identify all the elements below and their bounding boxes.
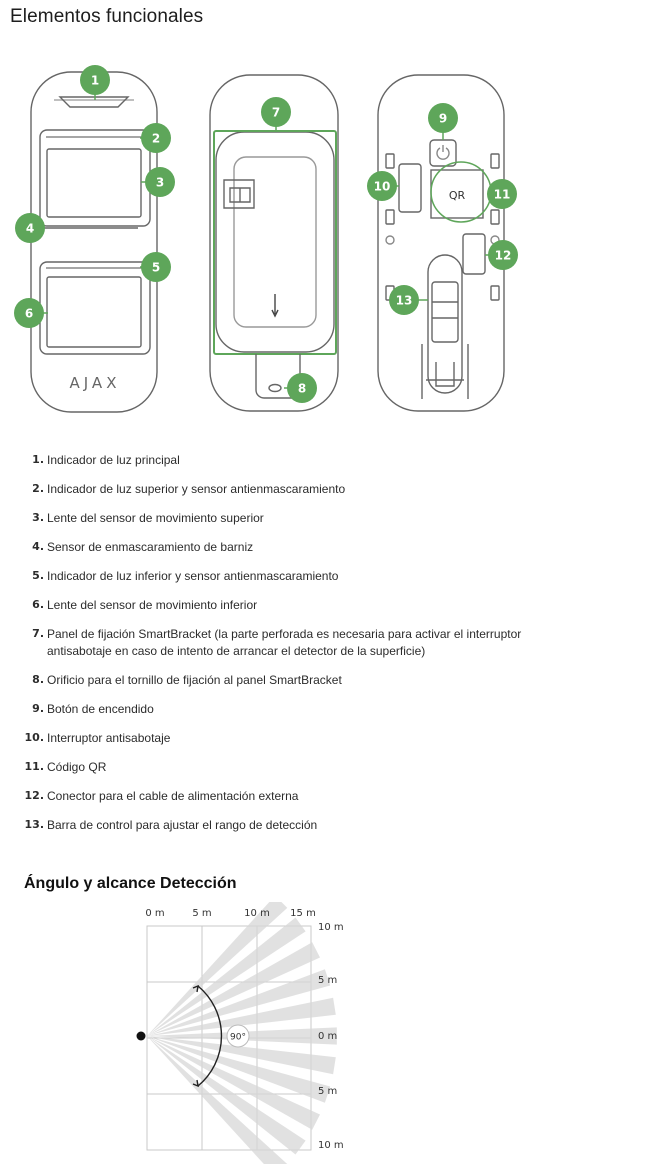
callout-8	[287, 373, 317, 403]
callout-13	[389, 285, 419, 315]
list-item	[20, 788, 580, 805]
brand-logo: AJAX	[69, 374, 121, 392]
side-label: 5 m	[318, 975, 338, 986]
front-view	[31, 72, 157, 412]
svg-text:13: 13	[395, 293, 413, 308]
side-label: 5 m	[318, 1086, 338, 1097]
top-label: 0 m	[145, 908, 165, 919]
list-item	[20, 759, 580, 776]
svg-text:10: 10	[373, 179, 391, 194]
list-item	[20, 817, 580, 834]
svg-text:6: 6	[24, 306, 34, 321]
svg-text:2: 2	[151, 131, 161, 146]
detection-range-diagram	[128, 902, 378, 1164]
sensor-dot	[137, 1032, 146, 1041]
callout-5	[141, 252, 171, 282]
svg-text:4: 4	[25, 221, 35, 236]
item-text: Indicador de luz principal	[47, 453, 180, 467]
feature-list	[20, 452, 580, 846]
item-text: Indicador de luz inferior y sensor antienmascaramiento	[47, 569, 339, 583]
top-label: 10 m	[244, 908, 270, 919]
item-number: 6 .	[20, 597, 44, 614]
side-label: 0 m	[318, 1031, 338, 1042]
item-number: 9 .	[20, 701, 44, 718]
item-number: 13 .	[20, 817, 44, 834]
angle-label: 90°	[230, 1032, 246, 1043]
item-number: 1 .	[20, 452, 44, 469]
list-item	[20, 626, 580, 659]
list-item	[20, 701, 580, 718]
callout-11	[487, 179, 517, 209]
qr-label: QR	[448, 189, 466, 202]
item-number: 8 .	[20, 672, 44, 689]
item-text: Lente del sensor de movimiento superior	[47, 511, 264, 525]
item-text: Interruptor antisabotaje	[47, 730, 171, 745]
svg-text:3: 3	[155, 175, 165, 190]
item-text: Indicador de luz superior y sensor antienmascaramiento	[47, 482, 346, 496]
callout-12	[488, 240, 518, 270]
svg-text:7: 7	[271, 105, 281, 120]
list-item	[20, 597, 580, 614]
item-number: 3 .	[20, 510, 44, 527]
item-number: 11 .	[20, 759, 44, 776]
list-item	[20, 568, 580, 585]
svg-text:8: 8	[297, 381, 307, 396]
callout-10	[367, 171, 397, 201]
page-title: Elementos funcionales	[10, 6, 204, 27]
list-item	[20, 539, 580, 556]
section-subtitle: Ángulo y alcance Detección	[24, 875, 237, 892]
list-item	[20, 481, 580, 498]
device-diagram	[0, 62, 650, 422]
callout-2	[141, 123, 171, 153]
item-text: Orificio para el tornillo de fijación al panel SmartBracket	[47, 672, 342, 687]
item-text: Sensor de enmascaramiento de barniz	[47, 540, 254, 554]
list-item	[20, 510, 580, 527]
item-number: 5 .	[20, 568, 44, 585]
callout-1	[80, 65, 110, 95]
top-label: 5 m	[192, 908, 212, 919]
callout-lines	[30, 80, 491, 388]
item-text: Código QR	[47, 759, 107, 774]
side-label: 10 m	[318, 1140, 344, 1151]
item-number: 7 .	[20, 626, 44, 643]
side-label: 10 m	[318, 922, 344, 933]
item-number: 2 .	[20, 481, 44, 498]
svg-text:1: 1	[90, 73, 100, 88]
svg-text:5: 5	[151, 260, 161, 275]
list-item	[20, 730, 580, 747]
top-label: 15 m	[290, 908, 316, 919]
item-text: Lente del sensor de movimiento inferior	[47, 598, 258, 612]
list-item	[20, 452, 580, 469]
callout-7	[261, 97, 291, 127]
item-text: Panel de fijación SmartBracket (la parte perforada es necesaria para activar el interruptor antisabotaje en caso de intento de arrancar el detector de la superficie)	[47, 627, 522, 658]
callout-4	[15, 213, 45, 243]
svg-text:12: 12	[494, 248, 512, 263]
callout-3	[145, 167, 175, 197]
callout-6	[14, 298, 44, 328]
svg-text:11: 11	[493, 187, 511, 202]
item-number: 4 .	[20, 539, 44, 556]
item-number: 12 .	[20, 788, 44, 805]
item-number: 10 .	[20, 730, 44, 747]
svg-text:9: 9	[438, 111, 448, 126]
list-item	[20, 672, 580, 689]
item-text: Botón de encendido	[47, 701, 154, 716]
item-text: Conector para el cable de alimentación externa	[47, 788, 299, 803]
item-text: Barra de control para ajustar el rango de detección	[47, 817, 318, 832]
callout-9	[428, 103, 458, 133]
